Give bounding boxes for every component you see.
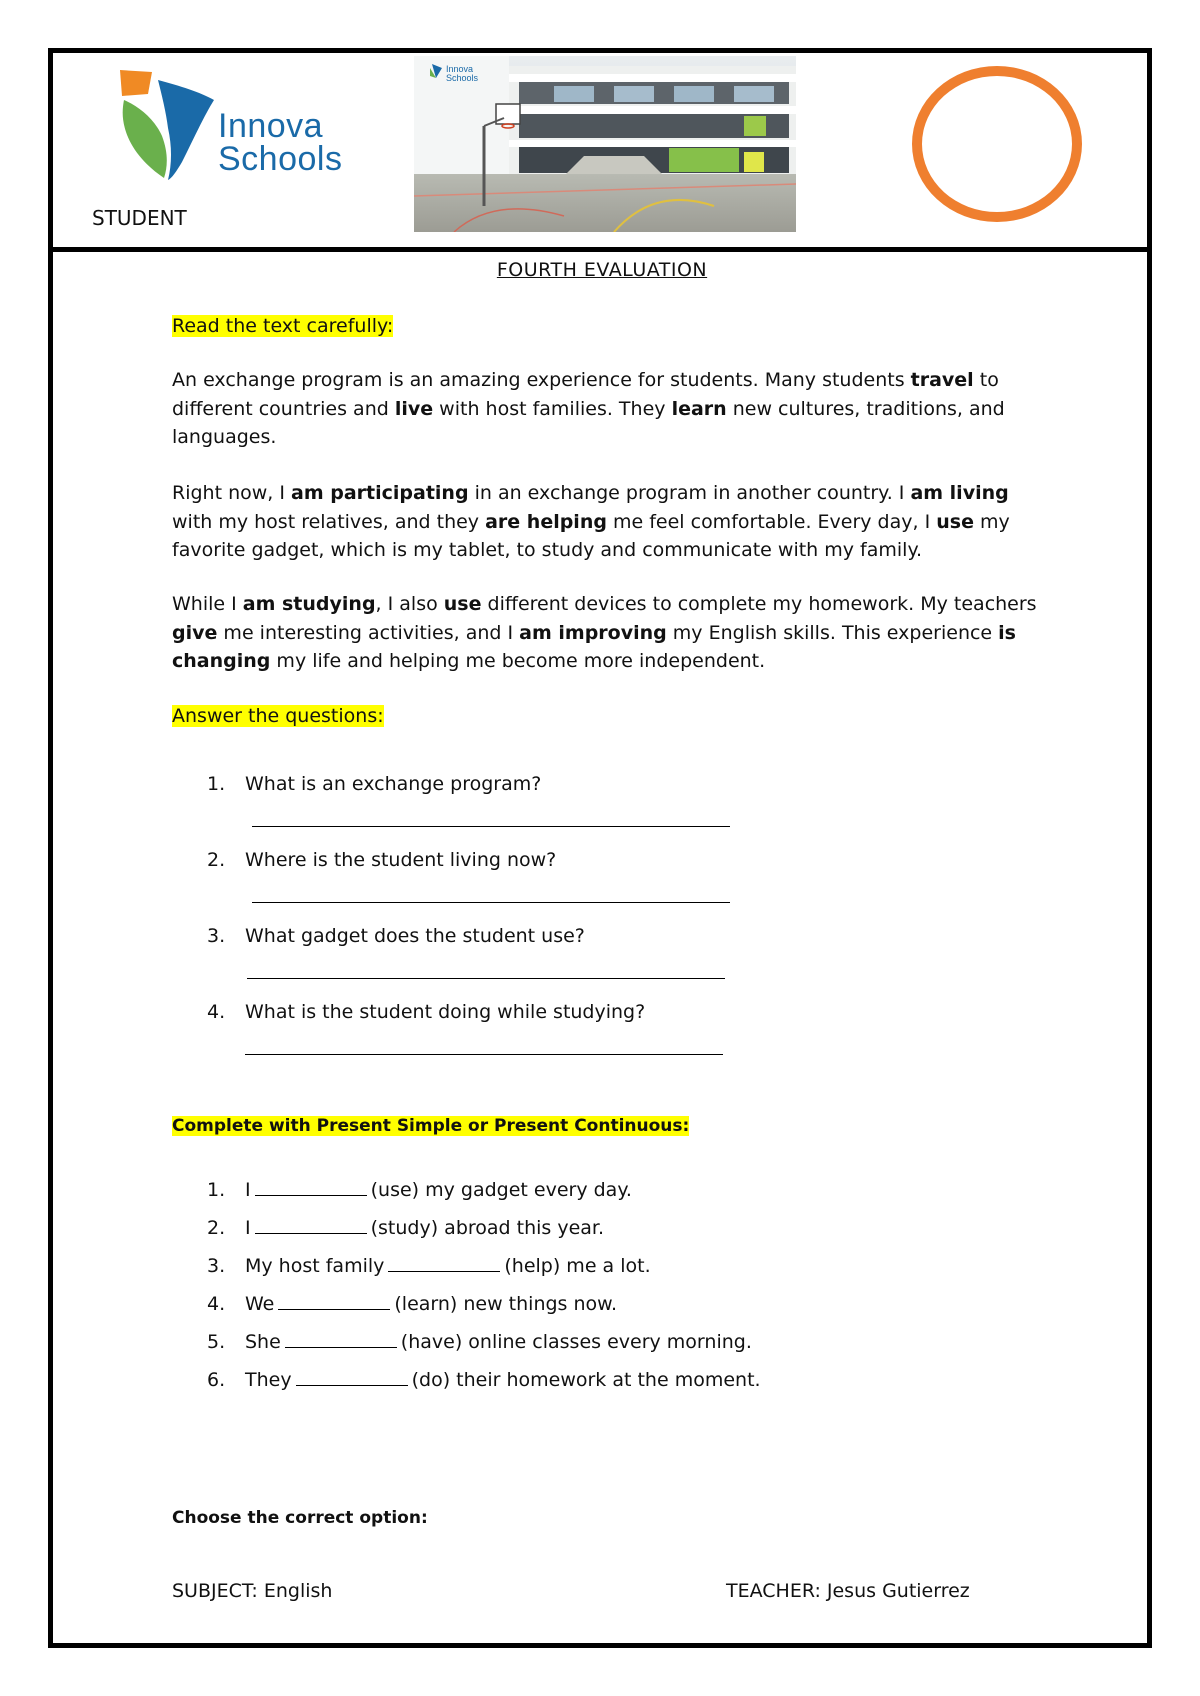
paragraph-text: different devices to complete my homework. My teachers [481,593,1037,615]
answer-line[interactable] [252,902,730,903]
paragraph-text: my English skills. This experience [666,621,999,644]
answer-line[interactable] [247,978,725,979]
fill-after: (study) abroad this year. [370,1217,605,1239]
fill-text [245,1290,617,1319]
fill-before: They [245,1369,292,1391]
bold-verb: am studying [242,593,376,615]
fill-number: 3. [207,1255,226,1277]
fill-text [245,1366,761,1395]
logo-line-1: Innova [218,107,324,145]
fill-after: (use) my gadget every day. [370,1179,632,1201]
logo-mark-icon [118,66,218,184]
school-building-photo [414,56,796,232]
bold-verb: use [443,593,482,615]
fill-blank[interactable] [278,1291,390,1310]
logo-line-2: Schools [218,140,343,178]
paragraph-text: An exchange program is an amazing experience for students. Many students [172,369,911,391]
fill-before: We [245,1293,275,1315]
question-text: Where is the student living now? [245,849,557,871]
paragraph-text: , I also [375,593,444,615]
bold-verb: is changing [172,621,1016,672]
fill-after: (do) their homework at the moment. [411,1369,761,1391]
reading-paragraph-3 [172,590,1042,676]
paragraph-text: with my host relatives, and they [172,510,486,533]
complete-instruction [172,1112,689,1141]
bold-verb: learn [671,397,727,420]
question-text: What is an exchange program? [245,773,542,795]
bold-verb: am participating [291,482,469,504]
fill-after: (learn) new things now. [394,1293,617,1315]
fill-text [245,1214,604,1243]
page-title: FOURTH EVALUATION [496,259,708,281]
paragraph-text: my favorite gadget, which is my tablet, to study and communicate with my family. [172,510,1010,561]
fill-before: She [245,1331,281,1353]
bold-verb: are helping [485,510,607,533]
fill-before: I [245,1217,251,1239]
bold-verb: am improving [519,621,667,644]
paragraph-text: to different countries and [172,369,999,420]
answer-line[interactable] [245,1054,723,1055]
header-divider [48,247,1152,252]
reading-paragraph-1 [172,366,1042,452]
paragraph-text: me feel comfortable. Every day, I [606,510,937,533]
answer-instruction [172,702,384,731]
fill-number: 2. [207,1217,226,1239]
fill-text [245,1176,632,1205]
fill-after: (help) me a lot. [504,1255,651,1277]
question-number: 1. [207,773,226,795]
question-number: 2. [207,849,226,871]
fill-number: 5. [207,1331,226,1353]
footer-teacher: TEACHER: Jesus Gutierrez [726,1580,970,1602]
innova-schools-logo [118,66,378,184]
bold-verb: live [394,397,434,420]
fill-blank[interactable] [296,1367,408,1386]
question-number: 3. [207,925,226,947]
choose-instruction: Choose the correct option: [172,1508,428,1528]
bold-verb: am living [910,482,1009,504]
footer-subject: SUBJECT: English [172,1580,333,1602]
paragraph-text: Right now, I [172,482,292,504]
fill-text [245,1328,752,1357]
fill-blank[interactable] [255,1215,367,1234]
student-label: STUDENT [92,206,187,230]
fill-before: My host family [245,1255,385,1277]
question-text: What is the student doing while studying? [245,1001,646,1023]
paragraph-text: me interesting activities, and I [217,621,520,644]
svg-text:Schools: Schools [446,73,479,83]
question-text: What gadget does the student use? [245,925,585,947]
fill-number: 6. [207,1369,226,1391]
orange-stamp-circle [912,66,1082,222]
bold-verb: use [936,510,974,533]
paragraph-text: my life and helping me become more independent. [270,650,766,672]
paragraph-text: new cultures, traditions, and languages. [172,397,1005,448]
read-instruction [172,312,393,341]
fill-blank[interactable] [388,1253,500,1272]
fill-blank[interactable] [285,1329,397,1348]
answer-instruction-text: Answer the questions: [172,705,384,727]
paragraph-text: with host families. They [433,397,672,420]
logo-wordmark [218,107,343,178]
paragraph-text: While I [172,593,243,615]
paragraph-text: in an exchange program in another country. I [468,482,911,504]
bold-verb: travel [910,369,974,391]
fill-text [245,1252,651,1281]
fill-blank[interactable] [255,1177,367,1196]
answer-line[interactable] [252,826,730,827]
reading-paragraph-2 [172,479,1042,565]
fill-number: 1. [207,1179,226,1201]
bold-verb: give [172,621,218,644]
fill-before: I [245,1179,251,1201]
fill-number: 4. [207,1293,226,1315]
fill-after: (have) online classes every morning. [400,1331,752,1353]
svg-text:Innova: Innova [446,64,474,74]
question-number: 4. [207,1001,226,1023]
read-instruction-text: Read the text carefully: [172,315,394,337]
complete-instruction-text: Complete with Present Simple or Present Continuous: [172,1116,690,1136]
